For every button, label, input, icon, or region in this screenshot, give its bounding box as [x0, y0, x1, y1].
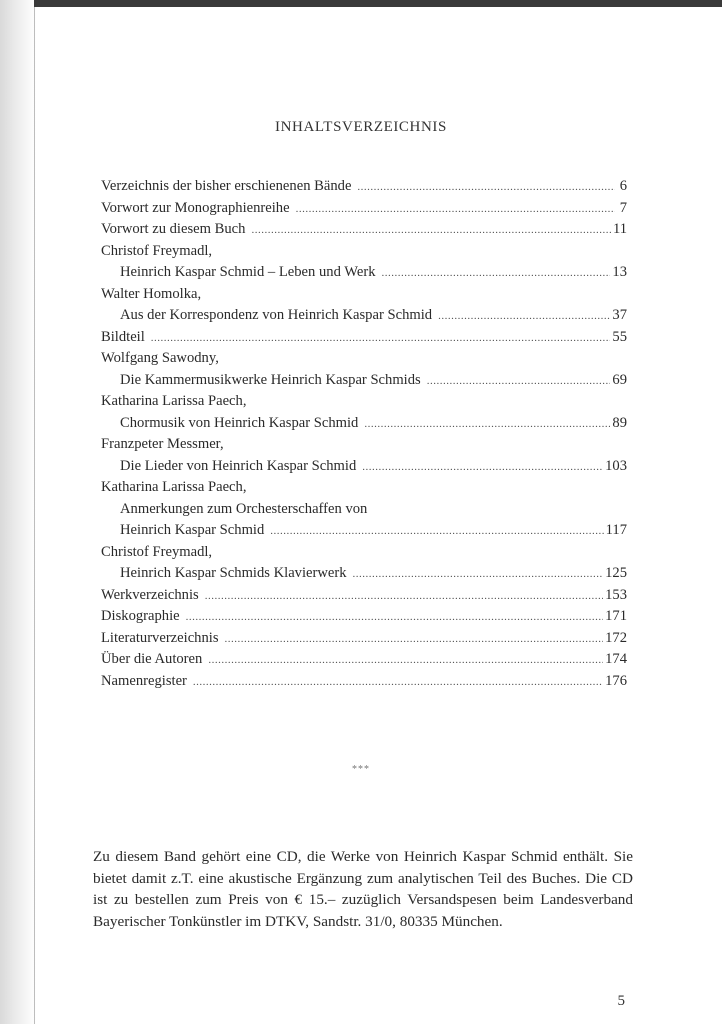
toc-entry-text: Diskographie — [101, 608, 180, 624]
toc-entry — [101, 563, 627, 585]
leader-dots — [193, 672, 603, 694]
leader-dots — [151, 328, 611, 350]
toc-entry — [101, 198, 627, 220]
leader-dots — [362, 457, 603, 479]
toc-entry — [101, 649, 627, 671]
toc-author — [101, 391, 627, 413]
toc-entry-text: Verzeichnis der bisher erschienenen Bände — [101, 178, 352, 194]
leader-dots — [205, 586, 603, 608]
toc-entry — [101, 520, 627, 542]
leader-dots — [270, 521, 603, 543]
toc-page-number: 6 — [619, 178, 627, 194]
page-gutter-shadow — [0, 0, 36, 1024]
toc-entry-text: Bildteil — [101, 328, 145, 345]
toc-entry — [101, 671, 627, 693]
toc-entry-text: Vorwort zur Monographienreihe — [101, 199, 290, 216]
binding-edge — [34, 0, 35, 1024]
toc-author-name: Christof Freymadl, — [101, 543, 213, 560]
toc-entry-text: Vorwort zu diesem Buch — [101, 221, 246, 237]
toc-author-name: Katharina Larissa Paech, — [101, 479, 247, 495]
toc-author — [101, 477, 627, 499]
toc-entry — [101, 606, 627, 628]
toc-page-number: 153 — [605, 586, 627, 603]
toc-entry — [101, 585, 627, 607]
leader-dots — [296, 199, 615, 221]
toc-author — [101, 241, 627, 263]
toc-author — [101, 542, 627, 564]
toc-page-number: 103 — [605, 457, 627, 474]
toc-entry-text: Die Lieder von Heinrich Kaspar Schmid — [120, 457, 357, 474]
toc-entry — [101, 262, 627, 284]
toc-entry-text: Chormusik von Heinrich Kaspar Schmid — [120, 414, 359, 431]
toc-page-number: 117 — [605, 522, 627, 538]
leader-dots — [357, 177, 615, 199]
leader-dots — [251, 220, 611, 242]
leader-dots — [186, 607, 603, 629]
toc-entry-text: Über die Autoren — [101, 651, 203, 667]
toc-page-number: 172 — [605, 629, 627, 646]
toc-page-number: 174 — [605, 651, 627, 667]
toc-entry-text: Namenregister — [101, 672, 187, 689]
toc-page-number: 37 — [612, 307, 627, 323]
cd-note-paragraph: Zu diesem Band gehört eine CD, die Werke von Heinrich Kaspar Schmid enthält. Sie bietet damit z.T. eine akustische Ergänzung zum analytischen Teil des Buches. Die CD ist zu bestellen zum Preis von € 15.– zuzüglich Versandspesen beim Landesverband Bayerischer Tonkünstler im DTKV, Sandstr. 31/0, 80335 München. — [93, 848, 633, 930]
toc-entry — [101, 628, 627, 650]
toc-entry — [101, 413, 627, 435]
toc-author-name: Wolfgang Sawodny, — [101, 350, 219, 366]
section-separator: *** — [352, 764, 370, 775]
toc-entry — [101, 305, 627, 327]
toc-entry-text: Heinrich Kaspar Schmid – Leben und Werk — [120, 264, 376, 280]
toc-author-name: Christof Freymadl, — [101, 242, 213, 259]
toc-page-number: 55 — [612, 328, 627, 345]
toc-author-name: Katharina Larissa Paech, — [101, 393, 247, 409]
toc-entry — [101, 327, 627, 349]
toc-entry — [101, 370, 627, 392]
toc-author-name: Franzpeter Messmer, — [101, 436, 224, 452]
toc-page-number: 69 — [612, 371, 627, 388]
toc-author — [101, 284, 627, 306]
leader-dots — [353, 564, 604, 586]
toc-entry-text: Heinrich Kaspar Schmid — [120, 522, 265, 538]
toc-page-number: 176 — [605, 672, 627, 689]
toc-entry-text: Literaturverzeichnis — [101, 629, 219, 646]
leader-dots — [208, 650, 603, 672]
page-number: 5 — [617, 993, 625, 1009]
toc-author — [101, 434, 627, 456]
table-of-contents — [101, 176, 627, 692]
leader-dots — [364, 414, 610, 436]
toc-entry-text: Aus der Korrespondenz von Heinrich Kaspar Schmid — [120, 307, 433, 323]
toc-entry-text: Die Kammermusikwerke Heinrich Kaspar Schmids — [120, 371, 421, 388]
leader-dots — [438, 306, 610, 328]
toc-entry-text: Werkverzeichnis — [101, 586, 199, 603]
top-border — [34, 0, 722, 7]
toc-page-number: 13 — [612, 264, 627, 280]
toc-page-number: 11 — [612, 221, 627, 237]
toc-author — [101, 348, 627, 370]
toc-entry-text: Anmerkungen zum Orchesterschaffen von — [120, 500, 368, 517]
toc-entry — [101, 456, 627, 478]
toc-entry-text: Heinrich Kaspar Schmids Klavierwerk — [120, 565, 347, 581]
leader-dots — [427, 371, 611, 393]
toc-page-number: 89 — [612, 414, 627, 431]
toc-title-line — [101, 499, 627, 521]
toc-page-number: 7 — [619, 199, 627, 216]
toc-page-number: 125 — [605, 565, 627, 581]
toc-author-name: Walter Homolka, — [101, 285, 202, 302]
toc-entry — [101, 176, 627, 198]
page-title: INHALTSVERZEICHNIS — [275, 119, 447, 135]
leader-dots — [225, 629, 604, 651]
toc-entry — [101, 219, 627, 241]
leader-dots — [382, 263, 611, 285]
toc-page-number: 171 — [605, 608, 627, 624]
